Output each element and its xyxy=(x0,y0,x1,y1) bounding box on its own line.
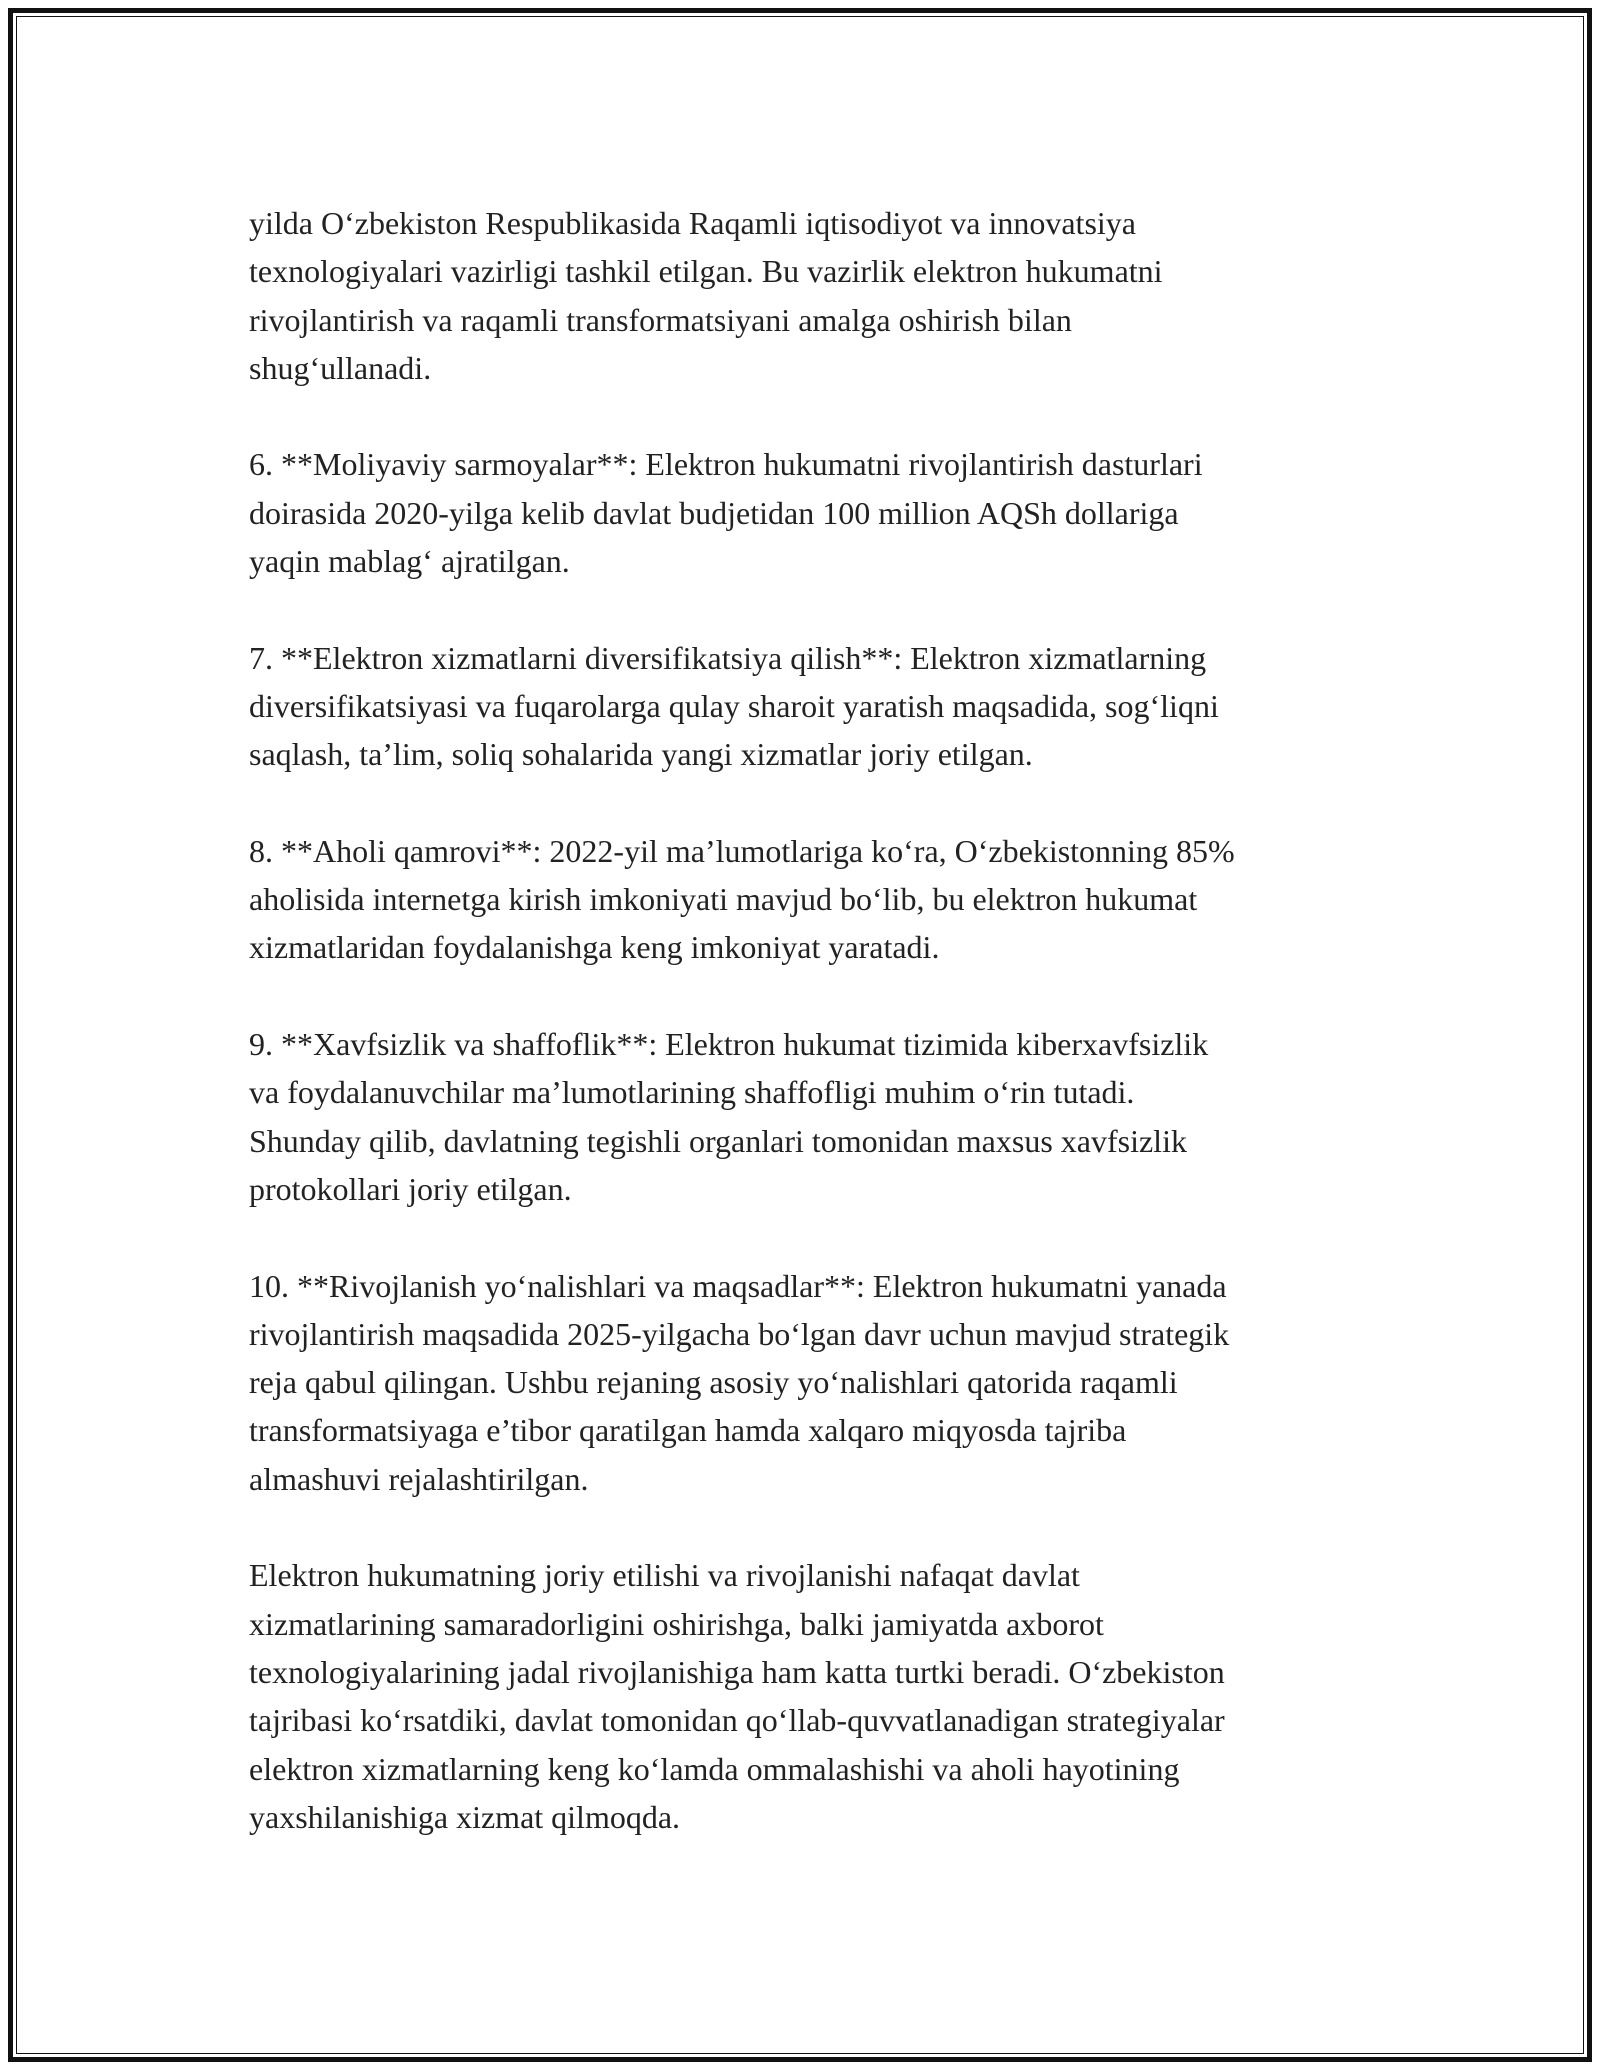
text-line: xizmatlaridan foydalanishga keng imkoniyat yaratadi. xyxy=(249,929,940,966)
text-line: 9. **Xavfsizlik va shaffoflik**: Elektron hukumat tizimida kiberxavfsizlik xyxy=(249,1026,1209,1063)
list-item-7-service-diversification xyxy=(249,634,1399,779)
text-line: Elektron hukumatning joriy etilishi va rivojlanishi nafaqat davlat xyxy=(249,1557,1080,1594)
text-line: doirasida 2020-yilga kelib davlat budjetidan 100 million AQSh dollariga xyxy=(249,494,1179,531)
document-body xyxy=(249,199,1399,1841)
text-line: 10. **Rivojlanish yo‘nalishlari va maqsadlar**: Elektron hukumatni yanada xyxy=(249,1267,1227,1304)
text-line: yaxshilanishiga xizmat qilmoqda. xyxy=(249,1798,681,1835)
list-item-10-development-directions xyxy=(249,1262,1399,1503)
text-line: Shunday qilib, davlatning tegishli organlari tomonidan maxsus xavfsizlik xyxy=(249,1122,1187,1159)
paragraph-ministry xyxy=(249,199,1399,392)
text-line: shug‘ullanadi. xyxy=(249,349,432,386)
text-line: diversifikatsiyasi va fuqarolarga qulay sharoit yaratish maqsadida, sog‘liqni xyxy=(249,687,1219,724)
text-line: 8. **Aholi qamrovi**: 2022-yil ma’lumotlariga ko‘ra, O‘zbekistonning 85% xyxy=(249,832,1235,869)
text-line: 7. **Elektron xizmatlarni diversifikatsiya qilish**: Elektron xizmatlarning xyxy=(249,639,1207,676)
text-line: reja qabul qilingan. Ushbu rejaning asosiy yo‘nalishlari qatorida raqamli xyxy=(249,1364,1178,1401)
text-line: rivojlantirish maqsadida 2025-yilgacha bo‘lgan davr uchun mavjud strategik xyxy=(249,1315,1230,1352)
text-line: xizmatlarining samaradorligini oshirishga, balki jamiyatda axborot xyxy=(249,1605,1104,1642)
list-item-6-financial-investments xyxy=(249,440,1399,585)
text-line: almashuvi rejalashtirilgan. xyxy=(249,1460,589,1497)
text-line: 6. **Moliyaviy sarmoyalar**: Elektron hukumatni rivojlantirish dasturlari xyxy=(249,446,1203,483)
list-item-9-security-transparency xyxy=(249,1020,1399,1213)
text-line: rivojlantirish va raqamli transformatsiyani amalga oshirish bilan xyxy=(249,301,1072,338)
text-line: texnologiyalarining jadal rivojlanishiga ham katta turtki beradi. O‘zbekiston xyxy=(249,1653,1225,1690)
text-line: texnologiyalari vazirligi tashkil etilgan. Bu vazirlik elektron hukumatni xyxy=(249,253,1163,290)
text-line: transformatsiyaga e’tibor qaratilgan hamda xalqaro miqyosda tajriba xyxy=(249,1412,1127,1449)
text-line: protokollari joriy etilgan. xyxy=(249,1170,572,1207)
text-line: saqlash, ta’lim, soliq sohalarida yangi xizmatlar joriy etilgan. xyxy=(249,736,1033,773)
text-line: tajribasi ko‘rsatdiki, davlat tomonidan qo‘llab-quvvatlanadigan strategiyalar xyxy=(249,1702,1225,1739)
text-line: elektron xizmatlarning keng ko‘lamda ommalashishi va aholi hayotining xyxy=(249,1750,1180,1787)
page-border xyxy=(8,8,1592,2062)
text-line: aholisida internetga kirish imkoniyati mavjud bo‘lib, bu elektron hukumat xyxy=(249,881,1198,918)
list-item-8-population-coverage xyxy=(249,827,1399,972)
paragraph-conclusion xyxy=(249,1551,1399,1841)
text-line: va foydalanuvchilar ma’lumotlarining shaffofligi muhim o‘rin tutadi. xyxy=(249,1074,1135,1111)
text-line: yaqin mablag‘ ajratilgan. xyxy=(249,543,570,580)
text-line: yilda O‘zbekiston Respublikasida Raqamli iqtisodiyot va innovatsiya xyxy=(249,205,1136,241)
